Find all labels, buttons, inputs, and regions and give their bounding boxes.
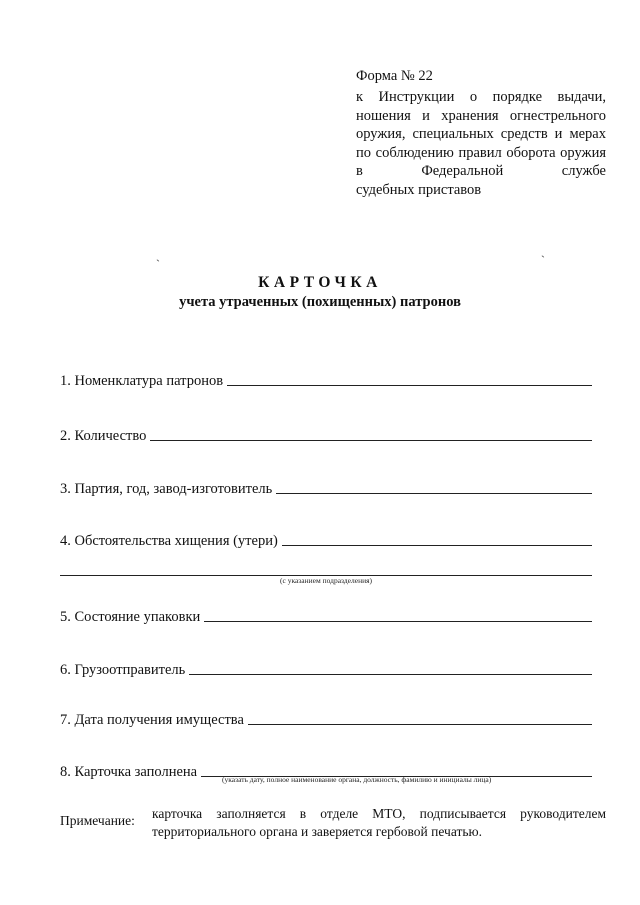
fill-line[interactable] <box>204 621 592 622</box>
field-quantity <box>60 428 592 445</box>
fill-line[interactable] <box>276 493 592 494</box>
field-hint-filled-by: (указать дату, полное наименование органа, должность, фамилию и инициалы лица) <box>222 775 492 784</box>
field-hint-subdivision: (с указанием подразделения) <box>280 576 373 585</box>
field-label: 5. Состояние упаковки <box>60 609 201 625</box>
field-label: 1. Номенклатура патронов <box>60 373 224 389</box>
field-label: 6. Грузоотправитель <box>60 662 186 678</box>
field-cartridge-nomenclature <box>60 373 592 390</box>
field-package-condition <box>60 609 592 626</box>
scan-mark-left: ˎ <box>156 248 160 262</box>
field-label: 2. Количество <box>60 428 147 444</box>
note-label: Примечание: <box>60 813 135 828</box>
field-shipper <box>60 662 592 679</box>
note-text <box>152 805 606 841</box>
fill-line[interactable] <box>189 674 592 675</box>
fill-line[interactable] <box>282 545 592 546</box>
card-subtitle: учета утраченных (похищенных) патронов <box>179 294 461 310</box>
note-line-1: карточка заполняется в отделе МТО, подписывается руководителем <box>152 806 606 821</box>
card-title: КАРТОЧКА <box>258 274 382 291</box>
fill-line[interactable] <box>227 385 592 386</box>
field-label: 7. Дата получения имущества <box>60 712 244 728</box>
scan-mark-right: ˎ <box>541 244 545 258</box>
fill-line[interactable] <box>248 724 592 725</box>
field-label: 8. Карточка заполнена <box>60 764 198 780</box>
fill-line[interactable] <box>150 440 592 441</box>
field-receipt-date <box>60 712 592 729</box>
field-label: 4. Обстоятельства хищения (утери) <box>60 533 278 549</box>
field-label: 3. Партия, год, завод-изготовитель <box>60 481 273 497</box>
form-reference-last: судебных приставов <box>356 181 482 198</box>
form-reference-main: к Инструкции о порядке выдачи, ношения и хранения огнестрельного оружия, специальных средств и мерах по соблюдению правил оборота оружия в Федеральной службе <box>356 89 606 180</box>
form-number: Форма № 22 <box>356 68 433 84</box>
field-circumstances <box>60 533 592 550</box>
note-line-2: территориального органа и заверяется гербовой печатью. <box>152 824 482 839</box>
form-reference <box>356 88 606 200</box>
field-batch-year-manufacturer <box>60 481 592 498</box>
